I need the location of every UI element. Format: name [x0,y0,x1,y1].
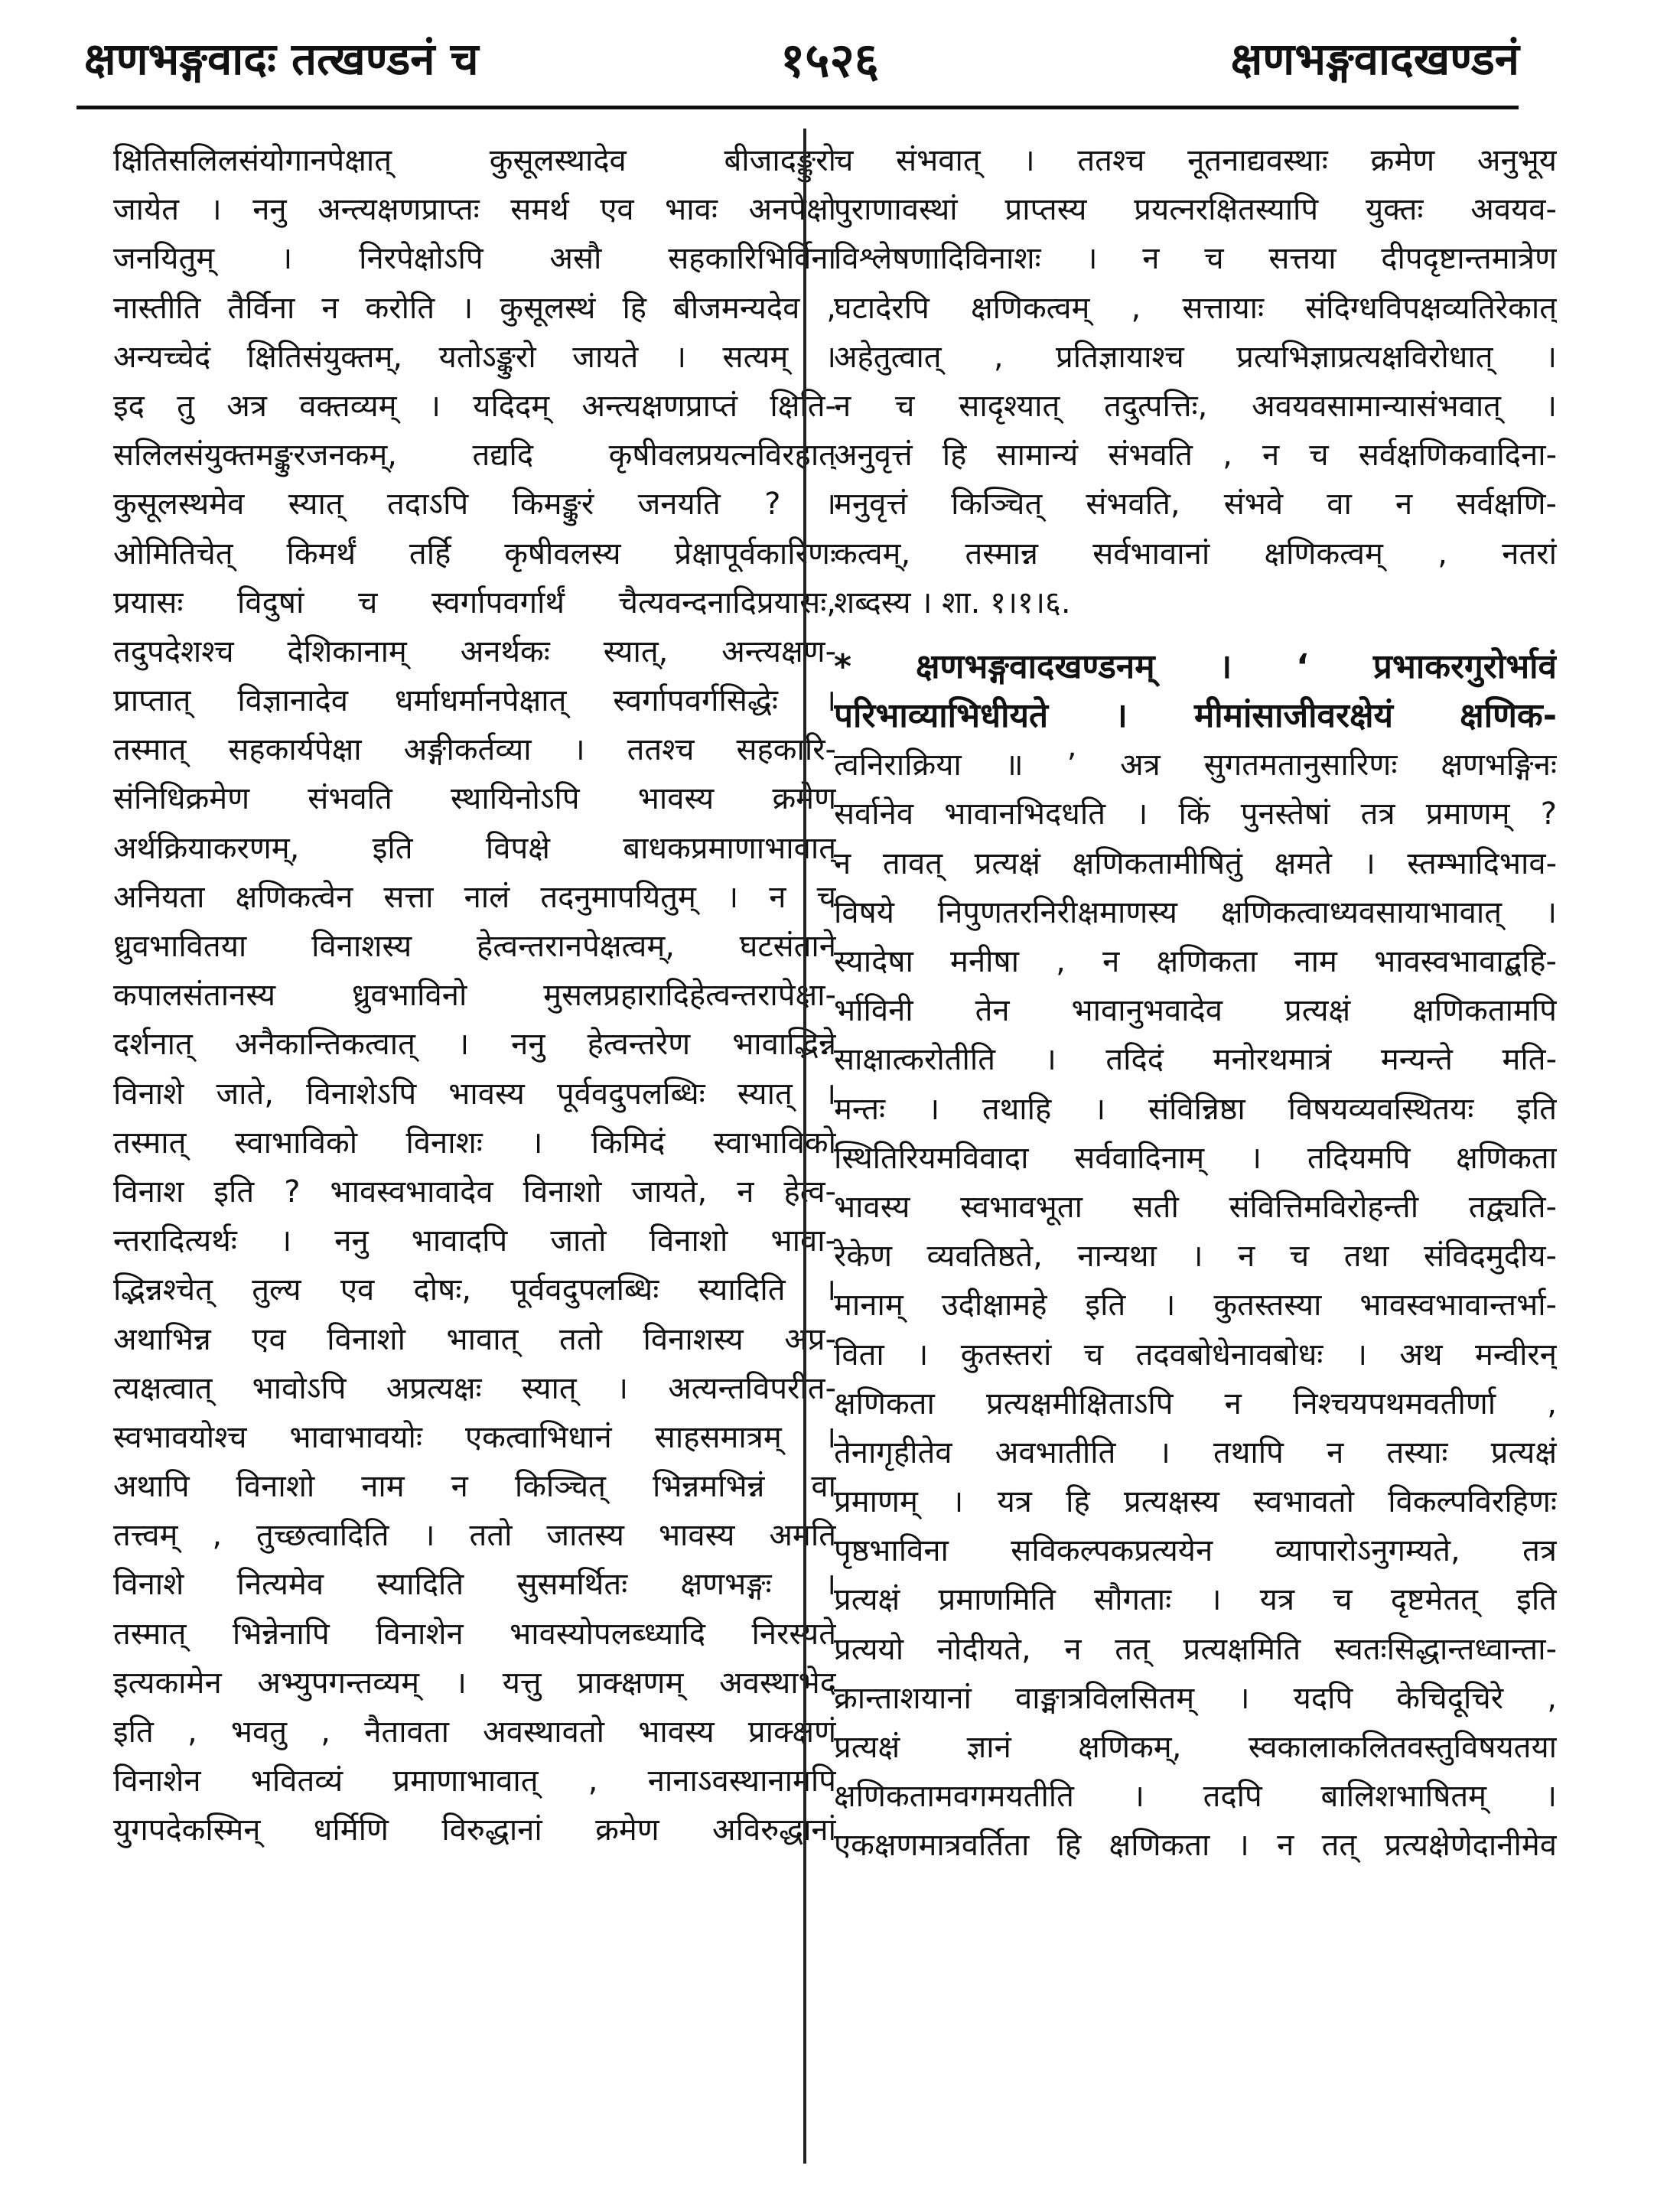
text-line: पृष्ठभाविना सविकल्पकप्रत्ययेन व्यापारोऽनुगम्यते, तत्र [834,1533,1557,1569]
text-line: इति , भवतु , नैतावता अवस्थावतो भावस्य प्राक्क्षणं [113,1714,836,1750]
text-line: कुसूलस्थमेव स्यात् तदाऽपि किमङ्कुरं जनयति ? । [113,487,836,523]
text-line: इत्यकामेन अभ्युपगन्तव्यम् । यत्तु प्राक्क्षणम् अवस्थाभेद [113,1665,836,1701]
text-line: अनुवृत्तं हि सामान्यं संभवति , न च सर्वक्षणिकवादिना- [834,438,1557,474]
text-line: स्यादेषा मनीषा , न क्षणिकता नाम भावस्वभावाद्बहि- [834,944,1557,979]
text-line: तस्मात् सहकार्यपेक्षा अङ्गीकर्तव्या । ततश्च सहकारि- [113,732,836,768]
right-column [834,136,1557,2156]
text-line: युगपदेकस्मिन् धर्मिणि विरुद्धानां क्रमेण अविरुद्धानां [113,1812,836,1848]
text-line: जनयितुम् । निरपेक्षोऽपि असौ सहकारिभिर्विना [113,241,836,277]
text-line: क्रान्ताशयानां वाङ्मात्रविलसितम् । यदपि केचिदूचिरे , [834,1680,1557,1716]
text-line: द्भिन्नश्चेत् तुल्य एव दोषः, पूर्ववदुपलब्धिः स्यादिति । [113,1272,836,1308]
text-line: अहेतुत्वात् , प्रतिज्ञायाश्च प्रत्यभिज्ञाप्रत्यक्षविरोधात् । [834,339,1557,375]
text-line: अथापि विनाशो नाम न किञ्चित् भिन्नमभिन्नं वा [113,1469,836,1505]
text-line: त्वनिराक्रिया ॥ ’ अत्र सुगतमतानुसारिणः क्षणभङ्गिनः [834,747,1557,783]
text-line: तेनागृहीतेव अवभातीति । तथापि न तस्याः प्रत्यक्षं [834,1434,1557,1470]
text-line: कपालसंतानस्य ध्रुवभाविनो मुसलप्रहारादिहेत्वन्तरापेक्षा- [113,978,836,1014]
text-line: सलिलसंयुक्तमङ्कुरजनकम्, तद्यदि कृषीवलप्रयत्नविरहात् [113,438,836,474]
text-line: प्राप्तात् विज्ञानादेव धर्माधर्मानपेक्षात् स्वर्गापवर्गसिद्धेः । [113,683,836,719]
text-line: विषये निपुणतरनिरीक्षमाणस्य क्षणिकत्वाध्यवसायाभावात् । [834,894,1557,930]
text-line: विनाशे जाते, विनाशेऽपि भावस्य पूर्ववदुपलब्धिः स्यात् । [113,1076,836,1112]
column-divider [803,129,806,2164]
text-line: एकक्षणमात्रवर्तिता हि क्षणिकता । न तत् प्रत्यक्षेणेदानीमेव [834,1828,1557,1864]
text-line: प्रमाणम् । यत्र हि प्रत्यक्षस्य स्वभावतो विकल्पविरहिणः [834,1484,1557,1520]
text-line: विनाशे नित्यमेव स्यादिति सुसमर्थितः क्षणभङ्गः । [113,1567,836,1603]
text-line: त्यक्षत्वात् भावोऽपि अप्रत्यक्षः स्यात् । अत्यन्तविपरीत- [113,1370,836,1406]
text-line: शब्दस्य । शा. १।१।६. [834,585,1071,620]
text-line: न तावत् प्रत्यक्षं क्षणिकतामीषितुं क्षमते । स्तम्भादिभाव- [834,845,1557,881]
text-line: स्वभावयोश्च भावाभावयोः एकत्वाभिधानं साहसमात्रम् । [113,1419,836,1455]
text-line: नास्तीति तैर्विना न करोति । कुसूलस्थं हि बीजमन्यदेव , [113,290,836,326]
text-line: न्तरादित्यर्थः । ननु भावादपि जातो विनाशो भावा- [113,1223,836,1259]
text-line: दर्शनात् अनैकान्तिकत्वात् । ननु हेत्वन्तरेण भावाद्भिन्ने [113,1027,836,1063]
text-line: तत्त्वम् , तुच्छत्वादिति । ततो जातस्य भावस्य अमति [113,1518,836,1554]
text-line: पुराणावस्थां प्राप्तस्य प्रयत्नरक्षितस्यापि युक्तः अवयव- [834,192,1557,228]
text-line: इद तु अत्र वक्तव्यम् । यदिदम् अन्त्यक्षणप्राप्तं क्षिति- [113,388,836,424]
text-line: क्षणिकता प्रत्यक्षमीक्षिताऽपि न निश्चयपथमवतीर्णा , [834,1386,1557,1421]
text-line: जायेत । ननु अन्त्यक्षणप्राप्तः समर्थ एव भावः अनपेक्षो [113,192,836,228]
text-line: भावस्य स्वभावभूता सती संवित्तिमविरोहन्ती तद्व्यति- [834,1189,1557,1225]
text-line: विनाश इति ? भावस्वभावादेव विनाशो जायते, न हेत्व- [113,1174,836,1210]
text-line: र्भाविनी तेन भावानुभवादेव प्रत्यक्षं क्षणिकतामपि [834,993,1557,1029]
text-line: मनुवृत्तं किञ्चित् संभवति, संभवे वा न सर्वक्षणि- [834,487,1557,523]
text-line: विनाशेन भवितव्यं प्रमाणाभावात् , नानाऽवस्थानामपि [113,1763,836,1799]
text-line: तस्मात् स्वाभाविको विनाशः । किमिदं स्वाभाविको [113,1125,836,1161]
text-line: अन्यच्चेदं क्षितिसंयुक्तम्, यतोऽङ्कुरो जायते । सत्यम् । [113,339,836,375]
running-head-right: क्षणभङ्गवादखण्डनं [1230,33,1519,85]
text-line: प्रत्ययो नोदीयते, न तत् प्रत्यक्षमिति स्वतःसिद्धान्तध्वान्ता- [834,1631,1557,1667]
text-line: अर्थक्रियाकरणम्, इति विपक्षे बाधकप्रमाणाभावात् [113,830,836,866]
text-line: साक्षात्करोतीति । तदिदं मनोरथमात्रं मन्यन्ते मति- [834,1042,1557,1078]
text-line: संनिधिक्रमेण संभवति स्थायिनोऽपि भावस्य क्रमेण [113,781,836,817]
page-number: १५२६ [780,32,879,88]
text-line: परिभाव्याभिधीयते । मीमांसाजीवरक्षेयं क्षणिक- [834,696,1557,736]
section-gap [834,627,1557,643]
text-line: तस्मात् भिन्नेनापि विनाशेन भावस्योपलब्ध्यादि निरस्यते [113,1616,836,1652]
text-line: मानाम् उदीक्षामहे इति । कुतस्तस्या भावस्वभावान्तर्भा- [834,1288,1557,1324]
text-line: च संभवात् । ततश्च नूतनाद्यवस्थाः क्रमेण अनुभूय [834,143,1557,178]
text-line: विता । कुतस्तरां च तदवबोधेनावबोधः । अथ मन्वीरन् [834,1337,1557,1373]
text-line: * क्षणभङ्गवादखण्डनम् । ‘ प्रभाकरगुरोर्भावं [834,646,1557,686]
text-line: कत्वम्, तस्मान्न सर्वभावानां क्षणिकत्वम् , नतरां [834,536,1557,571]
text-line: अनियता क्षणिकत्वेन सत्ता नालं तदनुमापयितुम् । न च [113,879,836,915]
text-line: मन्तः । तथाहि । संविन्निष्ठा विषयव्यवस्थितयः इति [834,1091,1557,1127]
text-line: तदुपदेशश्च देशिकानाम् अनर्थकः स्यात्, अन्त्यक्षण- [113,633,836,669]
text-line: क्षितिसलिलसंयोगानपेक्षात् कुसूलस्थादेव बीजादङ्कुरो [113,143,836,178]
text-line: घटादेरपि क्षणिकत्वम् , सत्तायाः संदिग्धविपक्षव्यतिरेकात् [834,290,1557,326]
left-column [113,136,836,2156]
text-line: प्रत्यक्षं प्रमाणमिति सौगताः । यत्र च दृष्टमेतत् इति [834,1582,1557,1618]
text-line: स्थितिरियमविवादा सर्ववादिनाम् । तदियमपि क्षणिकता [834,1140,1557,1176]
header-rule [77,106,1519,109]
text-line: रेकेण व्यवतिष्ठते, नान्यथा । न च तथा संविदमुदीय- [834,1239,1557,1275]
text-line: अथाभिन्न एव विनाशो भावात् ततो विनाशस्य अप्र- [113,1321,836,1357]
text-line: क्षणिकतामवगमयतीति । तदपि बालिशभाषितम् । [834,1779,1557,1815]
text-line: विश्लेषणादिविनाशः । न च सत्तया दीपदृष्टान्तमात्रेण [834,241,1557,277]
text-line: ओमितिचेत् किमर्थं तर्हि कृषीवलस्य प्रेक्षापूर्वकारिणः [113,536,836,571]
text-line: न च सादृश्यात् तदुत्पत्तिः, अवयवसामान्यासंभवात् । [834,388,1557,424]
text-line: सर्वानेव भावानभिदधति । किं पुनस्तेषां तत्र प्रमाणम् ? [834,796,1557,832]
text-line: ध्रुवभावितया विनाशस्य हेत्वन्तरानपेक्षत्वम्, घटसंताने [113,929,836,964]
text-line: प्रयासः विदुषां च स्वर्गापवर्गार्थं चैत्यवन्दनादिप्रयासः, [113,585,836,620]
text-line: प्रत्यक्षं ज्ञानं क्षणिकम्, स्वकालाकलितवस्तुविषयतया [834,1730,1557,1765]
running-head-left: क्षणभङ्गवादः तत्खण्डनं च [84,33,479,85]
